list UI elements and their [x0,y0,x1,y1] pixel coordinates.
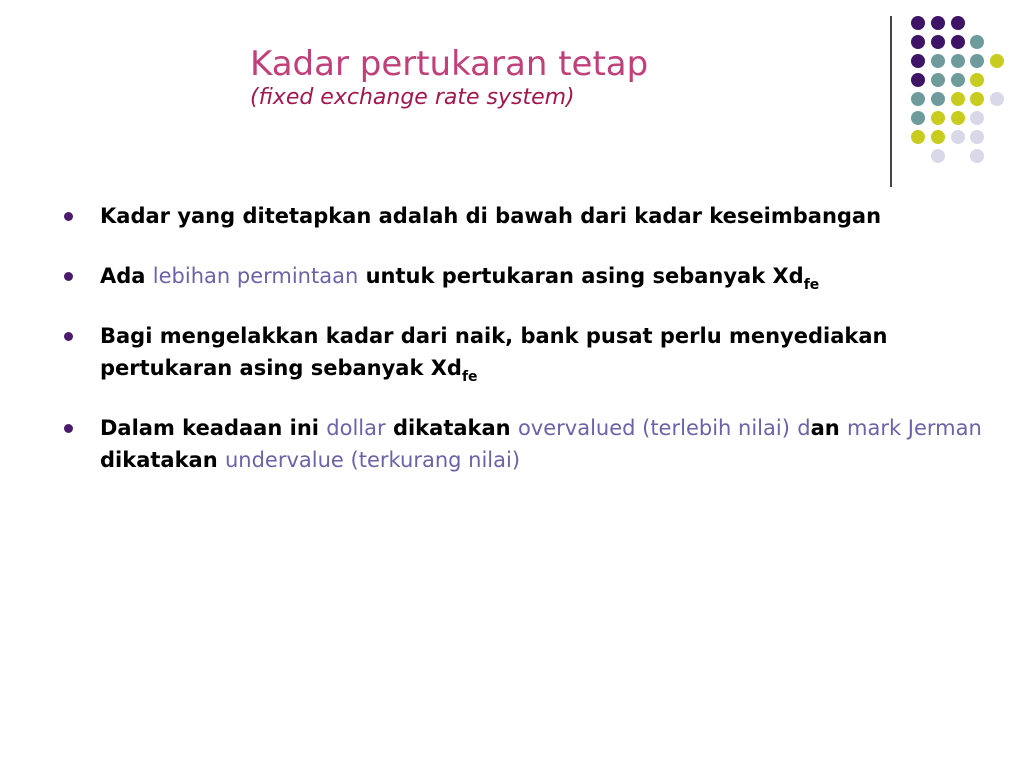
decor-dot [911,16,925,30]
bullet-item [62,320,992,384]
subscript: fe [803,277,820,293]
decor-dot [931,111,945,125]
decor-dot [951,111,965,125]
decor-dot [970,149,984,163]
decor-dot [970,35,984,49]
title-block [250,44,648,112]
decor-dot [970,111,984,125]
decor-dot [931,54,945,68]
decor-dot [931,16,945,30]
decor-dot [951,54,965,68]
highlight-text: mark Jerman [847,416,982,440]
decor-dot [911,54,925,68]
bullet-text: Kadar yang ditetapkan adalah di bawah dari kadar keseimbangan [100,204,882,228]
decor-dot [931,149,945,163]
bullet-item [62,200,992,232]
bullet-text: untuk pertukaran asing sebanyak Xd [358,264,804,288]
decor-dot [951,16,965,30]
decor-dot [990,92,1004,106]
decor-dot [911,92,925,106]
decor-dot [931,35,945,49]
highlight-text: d [797,416,811,440]
bullet-text: dikatakan [385,416,518,440]
decor-dot [970,54,984,68]
slide-title: Kadar pertukaran tetap [250,44,649,84]
highlight-text: lebihan permintaan [152,264,359,288]
vertical-divider [890,16,892,187]
subscript: fe [461,369,478,385]
bullet-text: Ada [100,264,153,288]
decor-dot [911,73,925,87]
bullet-text: an [810,416,847,440]
decor-dot [911,35,925,49]
decor-dot [990,54,1004,68]
slide-subtitle: (fixed exchange rate system) [250,85,575,110]
decor-dot [970,92,984,106]
bullet-list [62,200,992,504]
decor-dot [951,73,965,87]
highlight-text: undervalue (terkurang nilai) [224,448,521,472]
bullet-item [62,412,992,476]
decor-dot [970,130,984,144]
decor-dot [931,130,945,144]
bullet-text: dikatakan [100,448,225,472]
highlight-text: dollar [326,416,386,440]
decor-dot [970,73,984,87]
decor-dot [911,111,925,125]
decor-dot [911,130,925,144]
decor-dot [931,73,945,87]
bullet-item [62,260,992,292]
highlight-text: overvalued (terlebih nilai) [517,416,790,440]
decor-dot [931,92,945,106]
decor-dot [951,130,965,144]
bullet-text: Dalam keadaan ini [100,416,327,440]
decor-dot [951,92,965,106]
decor-dot [951,35,965,49]
bullet-text: Bagi mengelakkan kadar dari naik, bank pusat perlu menyediakan pertukaran asing sebanyak Xd [100,324,888,380]
